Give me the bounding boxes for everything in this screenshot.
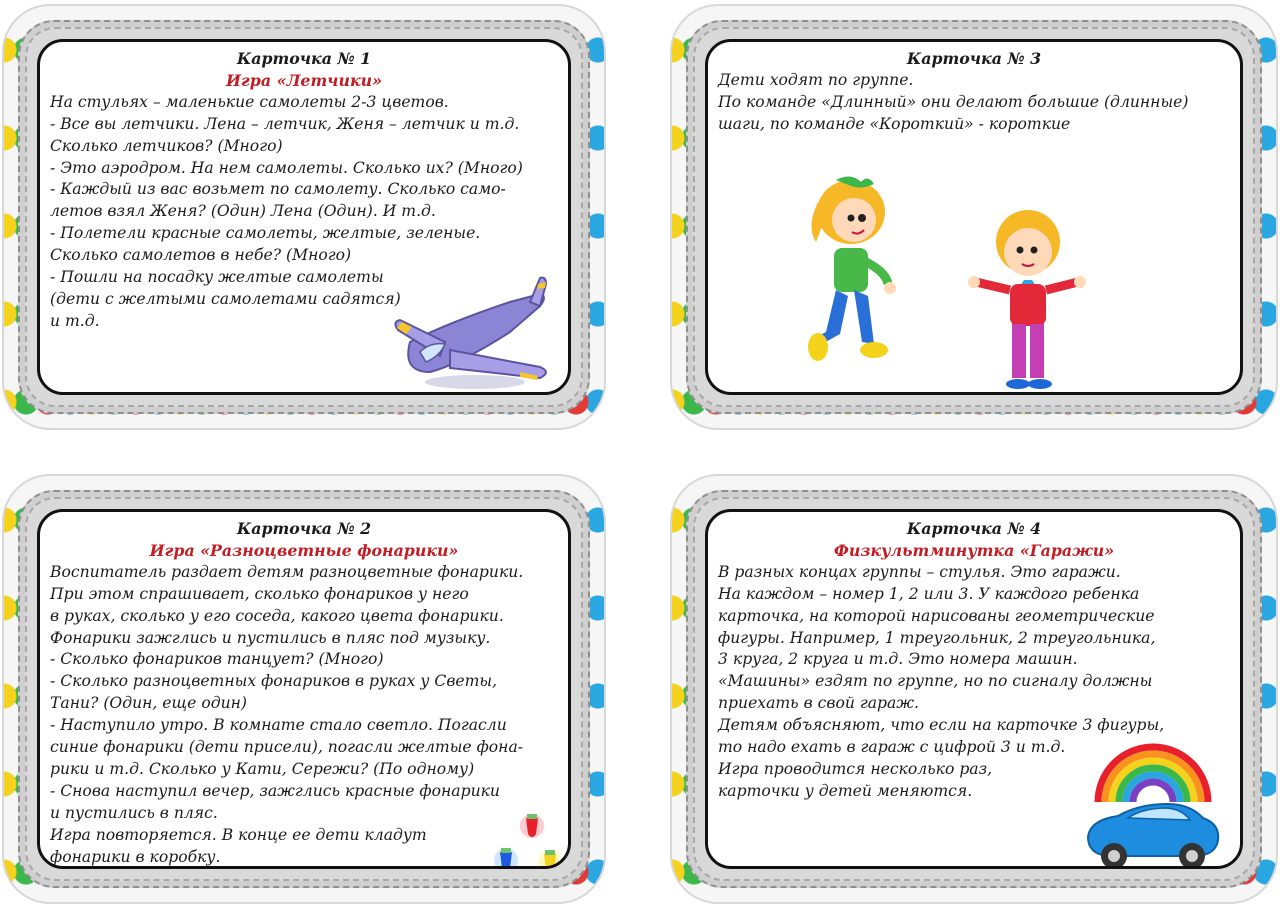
boy-standing-icon <box>968 202 1088 392</box>
text-line: Сколько самолетов в небе? (Много) <box>50 246 352 265</box>
card-panel <box>37 509 571 869</box>
text-line: На каждом – номер 1, 2 или 3. У каждого ребенка <box>718 584 1140 603</box>
text-line: в руках, сколько у его соседа, какого цвета фонарики. <box>50 606 504 625</box>
text-line: 3 круга, 2 круга и т.д. Это номера машин. <box>718 650 1078 669</box>
text-line: На стульях – маленькие самолеты 2-3 цветов. <box>50 92 449 111</box>
card-content <box>718 48 1230 136</box>
text-line: карточка, на которой нарисованы геометрические <box>718 606 1155 625</box>
text-line: приехать в свой гараж. <box>718 694 919 713</box>
text-line: - Сколько разноцветных фонариков в руках у Светы, <box>50 672 498 691</box>
text-line: фигуры. Например, 1 треугольник, 2 треугольника, <box>718 628 1156 647</box>
text-line: фонарики в коробку. <box>50 847 221 866</box>
text-line: Тани? (Один, еще один) <box>50 694 248 713</box>
card-frame-stitch <box>25 497 583 881</box>
card-frame <box>686 20 1262 414</box>
text-line: Воспитатель раздает детям разноцветные фонарики. <box>50 562 524 581</box>
text-line: - Пошли на посадку желтые самолеты <box>50 268 384 287</box>
text-line: летов взял Женя? (Один) Лена (Один). И т.д. <box>50 202 436 221</box>
text-line: рики и т.д. Сколько у Кати, Сережи? (По одному) <box>50 759 475 778</box>
card-frame <box>18 490 590 888</box>
game-title: Игра «Летчики» <box>225 70 383 90</box>
text-line: синие фонарики (дети присели), погасли желтые фона- <box>50 738 524 757</box>
text-line: - Сколько фонариков танцует? (Много) <box>50 650 384 669</box>
card-title: Карточка № 2 <box>236 519 372 538</box>
text-line: - Полетели красные самолеты, желтые, зеленые. <box>50 224 481 243</box>
text-line: - Это аэродром. На нем самолеты. Сколько их? (Много) <box>50 158 523 177</box>
text-line: Дети ходят по группе. <box>718 70 914 89</box>
airplane-icon <box>390 272 560 395</box>
text-line: (дети с желтыми самолетами садятся) <box>50 289 401 308</box>
card-4 <box>672 476 1276 902</box>
card-title: Карточка № 1 <box>236 49 372 68</box>
text-line: Фонарики зажглись и пустились в пляс под музыку. <box>50 628 491 647</box>
text-line: - Каждый из вас возьмет по самолету. Сколько само- <box>50 180 506 199</box>
lanterns-icon <box>492 812 571 869</box>
text-line: - Снова наступил вечер, зажглись красные фонарики <box>50 781 500 800</box>
text-line: При этом спрашивает, сколько фонариков у него <box>50 584 469 603</box>
game-title: Игра «Разноцветные фонарики» <box>149 540 459 560</box>
text-line: Детям объясняют, что если на карточке 3 фигуры, <box>718 716 1165 735</box>
card-panel <box>705 39 1243 395</box>
card-title: Карточка № 4 <box>906 519 1042 538</box>
card-2 <box>4 476 604 902</box>
text-line: По команде «Длинный» они делают большие (длинные) <box>718 92 1189 111</box>
card-panel <box>37 39 571 395</box>
card-title: Карточка № 3 <box>906 49 1042 68</box>
card-frame-stitch <box>25 27 583 407</box>
card-content <box>50 518 558 869</box>
text-line: шаги, по команде «Короткий» - короткие <box>718 114 1071 133</box>
text-line: и т.д. <box>50 311 100 330</box>
card-frame-stitch <box>693 497 1255 881</box>
text-line: то надо ехать в гараж с цифрой 3 и т.д. <box>718 738 1066 757</box>
text-line: В разных концах группы – стулья. Это гаражи. <box>718 562 1121 581</box>
text-line: Игра проводится несколько раз, <box>718 759 993 778</box>
game-title: Физкультминутка «Гаражи» <box>833 540 1115 560</box>
card-panel <box>705 509 1243 869</box>
text-line: и пустились в пляс. <box>50 803 218 822</box>
text-line: карточки у детей меняются. <box>718 781 973 800</box>
card-1 <box>4 6 604 428</box>
text-line: Сколько летчиков? (Много) <box>50 136 283 155</box>
card-3 <box>672 6 1276 428</box>
text-line: - Все вы летчики. Лена – летчик, Женя – летчик и т.д. <box>50 114 520 133</box>
text-line: Игра повторяется. В конце ее дети кладут <box>50 825 427 844</box>
card-frame <box>686 490 1262 888</box>
text-line: - Наступило утро. В комнате стало светло. Погасли <box>50 716 507 735</box>
text-line: «Машины» ездят по группе, но по сигналу должны <box>718 672 1153 691</box>
card-frame-stitch <box>693 27 1255 407</box>
car-rainbow-icon <box>1078 742 1228 869</box>
girl-walking-icon <box>796 172 906 382</box>
card-frame <box>18 20 590 414</box>
